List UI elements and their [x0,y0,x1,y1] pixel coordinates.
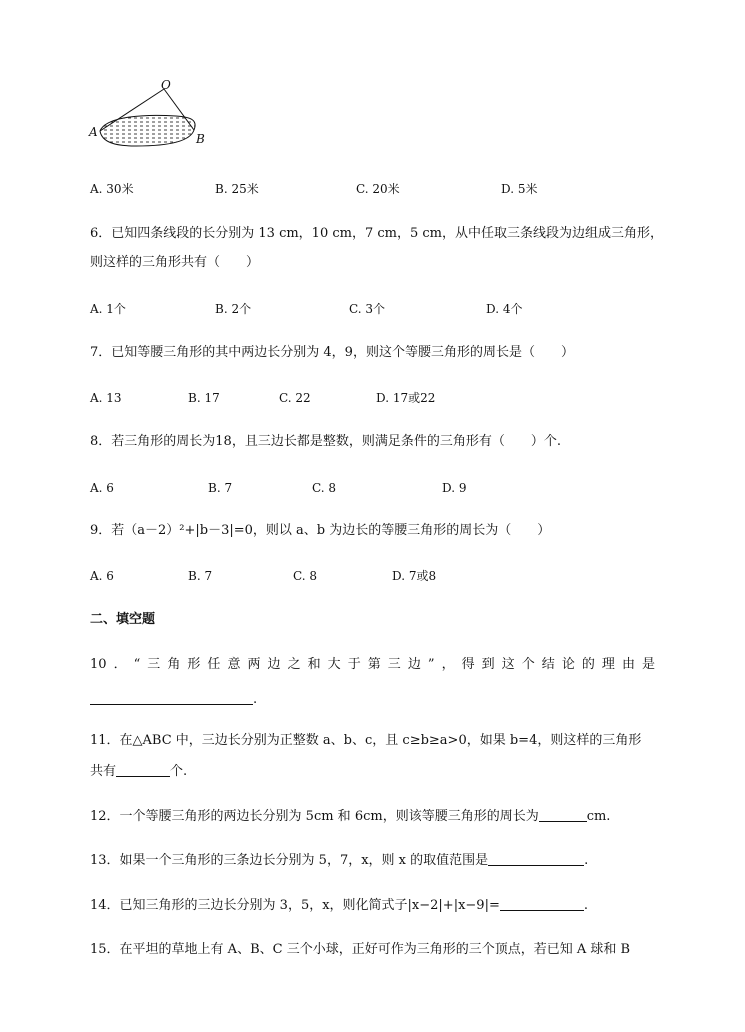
q11-suffix: 个. [170,764,188,779]
q9-option-b[interactable]: B. 7 [188,569,213,583]
q12-answer-blank[interactable] [539,807,587,822]
q12-suffix: cm. [586,809,611,824]
q6-option-a[interactable]: A. 1个 [90,302,126,316]
q12-prefix: 12．一个等腰三角形的两边长分别为 5cm 和 6cm，则该等腰三角形的周长为 [90,809,539,824]
q6-option-c[interactable]: C. 3个 [349,302,386,316]
label-a: A [89,125,98,139]
q14-prefix: 14．已知三角形的三边长分别为 3，5，x，则化简式子|x−2|+|x−9|= [90,898,500,913]
pond-diagram [86,76,226,156]
q13-suffix: . [584,853,589,868]
label-o: O [161,78,171,92]
q7-option-d[interactable]: D. 17或22 [376,391,436,405]
q14-answer-blank[interactable] [500,896,584,911]
q6-option-b[interactable]: B. 2个 [215,302,252,316]
q8-option-d[interactable]: D. 9 [442,481,467,495]
q9-option-a[interactable]: A. 6 [90,569,114,583]
q11-answer-blank[interactable] [116,762,170,777]
section-title-fill-in: 二、填空题 [90,612,156,627]
q10-text-line1: 10．“三角形任意两边之和大于第三边”，得到这个结论的理由是 [90,657,655,672]
q10-suffix: . [253,692,258,707]
q5-option-b[interactable]: B. 25米 [215,182,259,196]
q11-text-line1: 11．在△ABC 中，三边长分别为正整数 a、b、c，且 c≥b≥a>0，如果 b=4，则这样的三角形 [90,733,642,748]
q5-option-a[interactable]: A. 30米 [90,182,134,196]
q11-text-line2 [90,762,187,782]
q7-option-c[interactable]: C. 22 [279,391,311,405]
q6-text-line1: 6．已知四条线段的长分别为 13 cm，10 cm，7 cm，5 cm，从中任取三条线段为边组成三角形， [90,226,663,241]
q7-option-b[interactable]: B. 17 [188,391,220,405]
q8-option-a[interactable]: A. 6 [90,481,114,495]
q12-text [90,807,610,827]
q9-option-d[interactable]: D. 7或8 [392,569,437,583]
q7-text: 7．已知等腰三角形的其中两边长分别为 4，9，则这个等腰三角形的周长是（ ） [90,345,574,360]
q5-option-d[interactable]: D. 5米 [501,182,538,196]
q9-option-c[interactable]: C. 8 [293,569,318,583]
q8-option-b[interactable]: B. 7 [208,481,233,495]
q7-option-a[interactable]: A. 13 [90,391,122,405]
q14-text [90,896,588,916]
q13-text [90,851,588,871]
q9-text: 9．若（a－2）²+|b－3|=0，则以 a、b 为边长的等腰三角形的周长为（ ） [90,523,551,538]
q11-prefix: 共有 [90,764,117,779]
q15-text: 15．在平坦的草地上有 A、B、C 三个小球，正好可作为三角形的三个顶点，若已知 A 球和 B [90,942,631,957]
q8-option-c[interactable]: C. 8 [312,481,337,495]
q13-answer-blank[interactable] [488,851,584,866]
pond-shape [100,115,195,146]
pond-triangle-figure [86,76,226,156]
label-b: B [196,132,205,146]
q14-suffix: . [583,898,588,913]
q5-option-c[interactable]: C. 20米 [356,182,400,196]
q8-text: 8．若三角形的周长为18，且三边长都是整数，则满足条件的三角形有（ ）个. [90,434,561,449]
q6-option-d[interactable]: D. 4个 [486,302,523,316]
q10-answer-blank[interactable] [90,690,253,705]
q10-answer-line [90,690,257,710]
q6-text-line2: 则这样的三角形共有（ ） [90,255,260,270]
q13-prefix: 13．如果一个三角形的三条边长分别为 5，7，x，则 x 的取值范围是 [90,853,489,868]
